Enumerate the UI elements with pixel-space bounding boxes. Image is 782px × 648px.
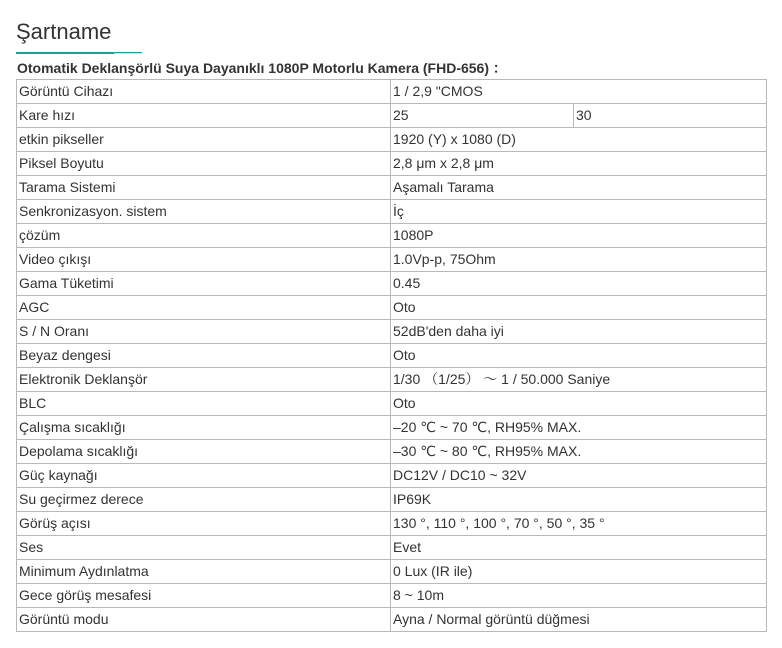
spec-label: Gama Tüketimi xyxy=(17,272,391,296)
spec-value: Ayna / Normal görüntü düğmesi xyxy=(391,608,767,632)
spec-label: Gece görüş mesafesi xyxy=(17,584,391,608)
table-row xyxy=(17,368,767,392)
spec-value: IP69K xyxy=(391,488,767,512)
spec-value: 1 / 2,9 "CMOS xyxy=(391,80,767,104)
table-row xyxy=(17,224,767,248)
spec-value: Oto xyxy=(391,392,767,416)
spec-label: Güç kaynağı xyxy=(17,464,391,488)
spec-label: S / N Oranı xyxy=(17,320,391,344)
spec-value: 52dB'den daha iyi xyxy=(391,320,767,344)
spec-value: DC12V / DC10 ~ 32V xyxy=(391,464,767,488)
spec-value-secondary: 30 xyxy=(574,104,767,128)
table-row xyxy=(17,608,767,632)
spec-value: 0.45 xyxy=(391,272,767,296)
spec-label: Video çıkışı xyxy=(17,248,391,272)
spec-label: Görüş açısı xyxy=(17,512,391,536)
spec-label: AGC xyxy=(17,296,391,320)
spec-label: Çalışma sıcaklığı xyxy=(17,416,391,440)
table-row xyxy=(17,440,767,464)
spec-value: 1.0Vp-p, 75Ohm xyxy=(391,248,767,272)
spec-value: 8 ~ 10m xyxy=(391,584,767,608)
spec-label: Elektronik Deklanşör xyxy=(17,368,391,392)
table-row xyxy=(17,80,767,104)
spec-value: –30 ℃ ~ 80 ℃, RH95% MAX. xyxy=(391,440,767,464)
title-divider xyxy=(114,53,142,54)
table-row xyxy=(17,320,767,344)
table-row xyxy=(17,584,767,608)
table-row xyxy=(17,272,767,296)
spec-value: 130 °, 110 °, 100 °, 70 °, 50 °, 35 ° xyxy=(391,512,767,536)
spec-label: Senkronizasyon. sistem xyxy=(17,200,391,224)
spec-table xyxy=(16,79,767,632)
product-heading: Otomatik Deklanşörlü Suya Dayanıklı 1080P Motorlu Kamera (FHD-656) ： xyxy=(17,60,507,76)
table-row xyxy=(17,416,767,440)
spec-label: BLC xyxy=(17,392,391,416)
table-row xyxy=(17,512,767,536)
spec-label: Piksel Boyutu xyxy=(17,152,391,176)
spec-value: Oto xyxy=(391,296,767,320)
spec-value: 1/30 （1/25） ～ 1 / 50.000 Saniye xyxy=(391,368,767,392)
spec-value: 0 Lux (IR ile) xyxy=(391,560,767,584)
table-row xyxy=(17,248,767,272)
spec-value: 1920 (Y) x 1080 (D) xyxy=(391,128,767,152)
spec-label: Minimum Aydınlatma xyxy=(17,560,391,584)
spec-value: 1080P xyxy=(391,224,767,248)
table-row xyxy=(17,296,767,320)
spec-label: Tarama Sistemi xyxy=(17,176,391,200)
spec-label: Su geçirmez derece xyxy=(17,488,391,512)
spec-value: 2,8 μm x 2,8 μm xyxy=(391,152,767,176)
spec-value: –20 ℃ ~ 70 ℃, RH95% MAX. xyxy=(391,416,767,440)
spec-label: etkin pikseller xyxy=(17,128,391,152)
page-title: Şartname xyxy=(16,19,112,44)
table-row xyxy=(17,344,767,368)
spec-value: Oto xyxy=(391,344,767,368)
spec-label: çözüm xyxy=(17,224,391,248)
spec-value: İç xyxy=(391,200,767,224)
table-row xyxy=(17,104,767,128)
table-row xyxy=(17,200,767,224)
spec-label: Kare hızı xyxy=(17,104,391,128)
table-row xyxy=(17,536,767,560)
spec-value: Aşamalı Tarama xyxy=(391,176,767,200)
table-row xyxy=(17,464,767,488)
table-row xyxy=(17,128,767,152)
spec-value: 25 xyxy=(391,104,574,128)
spec-table-body xyxy=(17,80,767,632)
spec-label: Görüntü Cihazı xyxy=(17,80,391,104)
table-row xyxy=(17,392,767,416)
spec-label: Depolama sıcaklığı xyxy=(17,440,391,464)
spec-label: Beyaz dengesi xyxy=(17,344,391,368)
page-title-block xyxy=(16,18,142,54)
table-row xyxy=(17,488,767,512)
spec-label: Görüntü modu xyxy=(17,608,391,632)
table-row xyxy=(17,152,767,176)
table-row xyxy=(17,176,767,200)
spec-label: Ses xyxy=(17,536,391,560)
spec-value: Evet xyxy=(391,536,767,560)
table-row xyxy=(17,560,767,584)
